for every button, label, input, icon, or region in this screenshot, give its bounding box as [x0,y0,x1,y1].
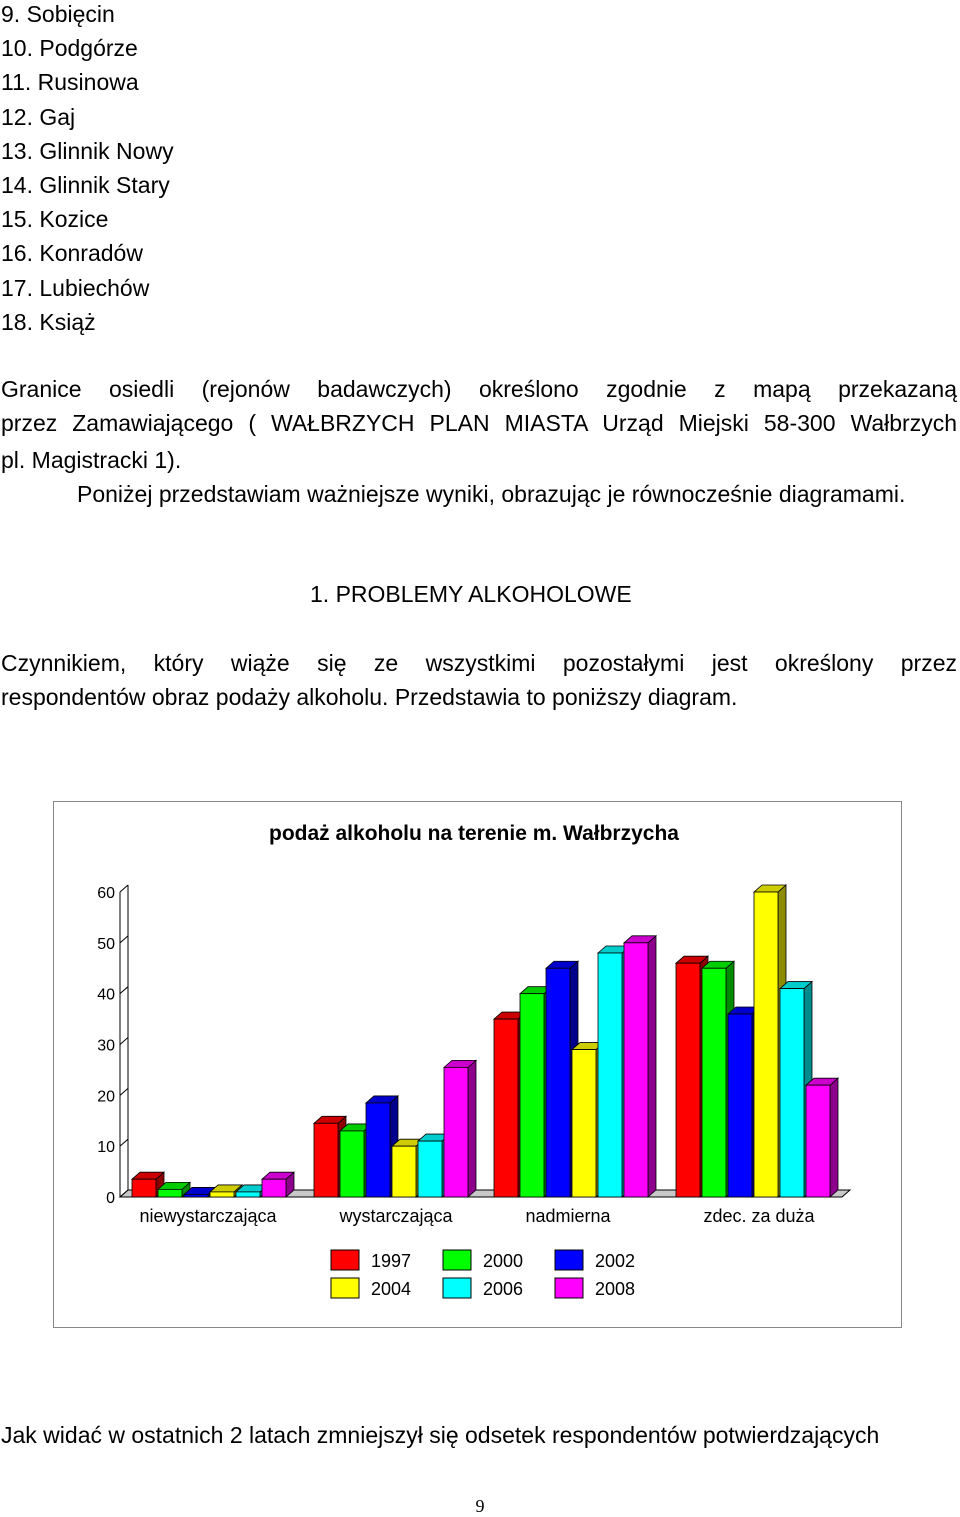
chart-container [53,801,902,1328]
x-tick-label: nadmierna [525,1206,611,1226]
y-tick-label: 30 [97,1037,115,1055]
bar-front [520,994,544,1197]
bar-front [780,989,804,1197]
legend-swatch [555,1278,583,1298]
legend-label: 2008 [594,1279,636,1299]
bar-side [468,1060,476,1197]
chart-title: podaż alkoholu na terenie m. Wałbrzycha [269,822,679,845]
bar-front [702,968,726,1197]
bar-front [676,963,700,1197]
bar-front [728,1014,752,1197]
legend-swatch [443,1278,471,1298]
bar-front [546,968,570,1197]
y-tick-line [120,1038,128,1045]
bar-front [236,1192,260,1197]
x-tick-label: niewystarczająca [139,1206,277,1226]
bar [444,1060,476,1197]
bar-front [598,953,622,1197]
paragraph-results-intro: Poniżej przedstawiam ważniejsze wyniki, obrazując je równocześnie diagramami. [77,481,906,507]
legend-label: 2002 [594,1251,636,1271]
legend-swatch [555,1250,583,1270]
y-tick-label: 10 [97,1139,115,1157]
bar-front [494,1019,518,1197]
bar-front [184,1194,208,1197]
bar-side [648,936,656,1197]
paragraph-factor-line-2: respondentów obraz podaży alkoholu. Przedstawia to poniższy diagram. [1,684,738,710]
x-tick-label: wystarczająca [339,1206,453,1226]
bar-front [210,1192,234,1197]
bar-front [262,1179,286,1197]
legend-swatch [331,1250,359,1270]
legend-label: 2006 [482,1279,524,1299]
bar-front [572,1050,596,1197]
legend-swatch [331,1278,359,1298]
y-tick-label: 50 [97,935,115,953]
x-axis-labels [139,1206,815,1226]
y-tick-line [120,1088,128,1095]
y-tick-label: 0 [106,1190,115,1207]
paragraph-boundaries-line-2: przez Zamawiającego ( WAŁBRZYCH PLAN MIASTA Urząd Miejski 58-300 Wałbrzych [1,410,957,436]
bar-front [132,1179,156,1197]
list-item: 10. Podgórze [1,35,138,62]
bar-front [158,1189,182,1197]
paragraph-factor-line-1: Czynnikiem, który wiąże się ze wszystkimi pozostałymi jest określony przez [1,650,957,676]
list-item: 11. Rusinowa [1,69,139,96]
legend-swatch [443,1250,471,1270]
legend-label: 1997 [370,1251,412,1271]
y-tick-line [120,936,128,943]
bar-front [314,1123,338,1197]
bar-front [444,1067,468,1197]
list-item: 14. Glinnik Stary [1,172,170,198]
bar-chart [54,802,903,1329]
legend-label: 2000 [482,1251,524,1271]
bar-front [806,1085,830,1197]
chart-legend [331,1250,635,1299]
bar-front [392,1146,416,1197]
list-item: 18. Książ [1,308,96,335]
y-tick-line [120,1139,128,1146]
bar-front [366,1103,390,1197]
bar-front [754,892,778,1197]
bar-front [624,943,648,1197]
bar-side [830,1078,838,1197]
bar [624,936,656,1197]
legend-label: 2004 [370,1279,412,1299]
list-item: 9. Sobięcin [1,1,115,27]
x-tick-label: zdec. za duża [703,1206,815,1226]
paragraph-boundaries-line-1: Granice osiedli (rejonów badawczych) określono zgodnie z mapą przekazaną [1,376,957,402]
y-tick-line [120,885,128,892]
list-item: 12. Gaj [1,103,76,130]
section-heading: 1. PROBLEMY ALKOHOLOWE [310,581,632,607]
bar [262,1172,294,1197]
paragraph-conclusion: Jak widać w ostatnich 2 latach zmniejszył się odsetek respondentów potwierdzających [1,1422,880,1448]
page-number: 9 [475,1496,485,1516]
list-item: 16. Konradów [1,240,143,267]
list-item: 15. Kozice [1,206,109,233]
paragraph-boundaries-line-3: pl. Magistracki 1). [1,447,182,473]
y-tick-label: 40 [97,986,115,1004]
bar-front [418,1141,442,1197]
y-tick-label: 60 [97,885,115,902]
bar-front [340,1131,364,1197]
bar [806,1078,838,1197]
list-item: 13. Glinnik Nowy [1,137,174,164]
list-item: 17. Lubiechów [1,274,150,301]
y-tick-line [120,987,128,994]
y-tick-label: 20 [97,1088,115,1106]
bars-group [132,885,838,1197]
